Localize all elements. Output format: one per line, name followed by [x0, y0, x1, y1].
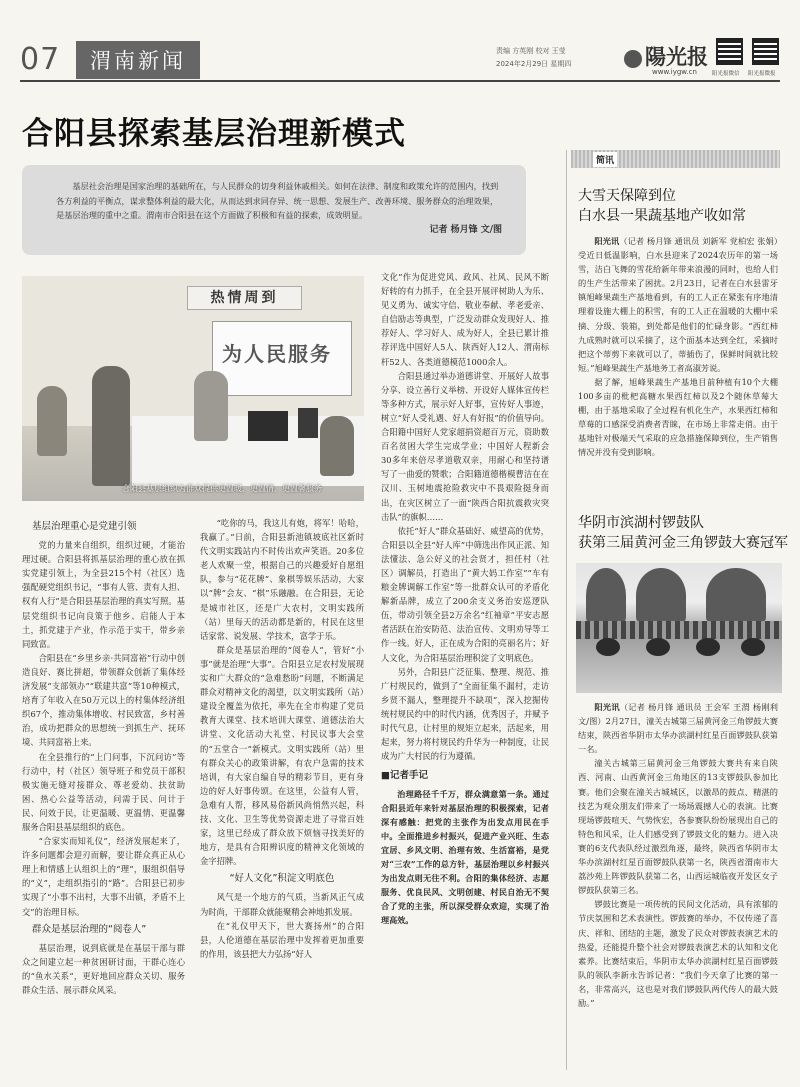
article-column-2 [200, 516, 364, 961]
qr-caption: 阳光报微信 [712, 71, 740, 77]
paragraph: 党的力量来自组织，组织过硬，才能治理过硬。合阳县将抓基层治理的重心放在抓实党建引领上，为全县215个村（社区）选强配硬党组织书记，“事有人管、责有人担、权有人行”是合阳县基层治理的真实写照。基层党组织书记向良策于他乡、启能人于本土，抓党建于产业，作示范于实干，带乡亲同致富。 [22, 540, 185, 649]
paragraph: “吃你的马，我这儿有炮，将军！哈哈，我赢了。”日前，合阳县新池镇坡底社区新时代文明实践站内不时传出欢声笑语。20多位老人欢聚一堂，根据自己的兴趣爱好自愿组队，参与“花花牌”、象棋等娱乐活动，大家以“牌”会友、“棋”乐融融。在合阳县，无论是城市社区，还是广大农村，文明实践所（站）里每天的活动都是新的，村民在这里话家常、说发展、学技术，富学于乐。 [200, 518, 364, 641]
paragraph: “合家实而知礼仪”，经济发展起来了，许多问题都会迎刃而解，要让群众真正从心理上和情感上认组织上的“理”，服组织倡导的“义”，走组织指引的“路”。合阳县已初步实现了“小事不出村，大事不出镇，矛盾不上交”的治理目标。 [22, 836, 185, 917]
paragraph: 在“礼仪甲天下，世大赛扬州”的合阳县，人伦道德在基层治理中发挥着更加重要的作用，该县把大力弘扬“好人 [200, 920, 364, 959]
brief-body-1 [578, 234, 778, 460]
paragraph: 合阳县通过举办道德讲堂、开展好人故事分享、设立善行义举榜、开设好人媒体宣传栏等多种方式，展示好人好事，宣传好人事迹，树立“好人受礼遇、好人有好报”的价值导向。合阳籍中国好人党家超捐资超百万元，资助数百名贫困大学生完成学业；中国好人程新会30多年来倍尽孝道敬双亲，用耐心和坚持谱写了一曲爱的赞歌；合阳籍道德楷模曹洁在在汉川、玉树地震抢险救灾中不畏艰险挺身而出，在灾区树立了一面“陕西合阳抗震救灾突击队”的旗帜…… [381, 370, 549, 522]
paragraph: 锣鼓比赛是一项传统的民间文化活动，具有浓郁的节庆氛围和艺术表演性。锣鼓赛的举办，不仅传递了喜庆、祥和、团结的主题，激发了民众对锣鼓表演艺术的热爱，还能提升整个社会对锣鼓表演艺术的认知和文化素养。比赛结束后，华阴市太华办滨湖村红星百面锣鼓队的领队李新永告诉记者：“我们今天拿了比赛的第一名，非常高兴，这也是对我们锣鼓队两代传人的最大鼓励。” [578, 899, 778, 1008]
brief-title-1: 大雪天保障到位 白水县一果蔬基地产收如常 [578, 188, 746, 224]
reporter-note [381, 787, 549, 927]
paragraph: 合阳县在“乡里乡亲·共同富裕”行动中创造良好、赛比拼超，带领群众创新了集体经济发展“支部领办”“联建共富”等10种模式，培育了年收入在50万元以上的村集体经济组织67个，推动集体增收、村民致富，乡村善治，成功把群众的思想统一到抓生产、抚环境、共同富裕上来。 [22, 652, 185, 748]
photo-banner: 热情周到 [187, 286, 302, 310]
qr-code-icon [716, 38, 743, 65]
section-subhead: 基层治理重心是党建引领 [32, 521, 137, 532]
section-subhead: “好人文化”积淀文明底色 [229, 873, 335, 885]
brief-tag-bar [571, 150, 780, 168]
header-divider [20, 80, 780, 82]
logo-icon [624, 50, 642, 68]
article-photo [22, 276, 364, 501]
paragraph: 文化”作为促进党风、政风、社风、民风不断好转的有力抓手，在全县开展评树助人为乐、见义勇为、诚实守信、敬业奉献、孝老爱亲、自信励志等典型，广泛发动群众发现好人、推荐好人、学习好人、成为好人，全县已累计推荐评选中国好人5人、陕西好人12人、渭南标杆52人、各类道德模范1000余人。 [381, 272, 549, 367]
paragraph: 基层治理，说到底就是在基层干部与群众之间建立起一种贫困研讨面，干群心连心的“鱼水关系”，更好地回应群众关切、服务群众生活、展示群众风采。 [22, 942, 185, 995]
page-header [20, 38, 780, 78]
paragraph: 另外，合阳县广泛征集、整理、规范、推广村规民约，做到了“全面征集不漏村，走访乡贤不漏人，整理提升不缺项”，深入挖掘传统村规民约中的时代内涵，优秀因子，并赋予时代气息，让村里的规矩立起来，活起来，用起来，努力将村规民约升华为一种制度，让民成为广大村民的行为遵循。 [381, 666, 549, 762]
paragraph: 潼关古城第三届黄河金三角锣鼓大赛共有来自陕西、河南、山西黄河金三角地区的13支锣鼓队参加比赛。他们会聚在潼关古城城区，以激昂的鼓点、精湛的技艺为观众朋友们带来了一场场震撼人心的表演。比赛现场锣鼓喧天、气势恢宏，各参赛队纷纷展现出自己的特色和风采，让人们感受到了锣鼓文化的魅力。进入决赛的6支代表队经过激烈角逐，最终，陕西省华阴市太华办滨湖村红星百面锣鼓队获第一名，陕西省渭南市大荔沙苑上阵锣鼓队获第二名，山西运城临夜开发区女子锣鼓队获第三名。 [578, 758, 778, 896]
reporter-note-title: ■记者手记 [381, 770, 428, 782]
paragraph: 治理路径千千万，群众满意第一条。通过合阳县近年来针对基层治理的积极探索，记者深有感触：把党的主张作为出发点用民在手中。全面推进乡村振兴，促进产业兴旺、生态宜居、乡风文明、治理有效、生活富裕，是党对“三农”工作的总方针，基层治理以乡村振兴为出发点则无往不利。合阳的集体经济、志愿服务、优良民风、文明创建、村民自治无不契合了党的主张，所以深受群众欢迎，实现了治理高效。 [381, 789, 549, 926]
paragraph: 据了解，旭峰果蔬生产基地目前种植有10个大棚100多亩的枇杷高糖水果西红柿以及2个随休草莓大棚，由于基地采取了全过程有机化生产，水果西红柿和草莓的口感深受消费者青睐，在市场上非常走俏。由于基地针对极端天气采取的应急措施保障到位，生产销售情况并没有受到影响。 [578, 376, 778, 458]
photo-board-text: 为人民服务 [222, 342, 332, 366]
paragraph: 阳光讯（记者 杨月锋 通讯员 刘新军 党柏宏 张娟）受近日低温影响，白水县迎来了2024农历年的第一场雪，洁白飞舞的雪花给新年带来浪漫的同时，也给人们的生产生活带来了困扰。2月23日，记者在白水县雷牙镇旭峰果蔬生产基地看到，有的工人正在紧张有序地清理着设施大棚上的积雪，有的工人正在温暖的大棚中采摘、分级、装箱，到处都是他们的忙碌身影。“西红柿九成熟时就可以采摘了，这个面基本达到全红，采摘时把这个蒂剪下来就可以了，蒂插伤了，保鲜时间就比较短。”旭峰果蔬生产基地务工者高淑芳说。 [578, 236, 778, 373]
qr-caption: 阳光报微报 [748, 71, 776, 77]
paragraph: 群众是基层治理的“阅卷人”，管好“小事”就是治理“大事”。合阳县立足农村发展现实和广大群众的“急难愁盼”问题，不断满足群众对精神文化的渴望，以文明实践所（站）建设全覆盖为依托，率先在全市构建了党员教育大课堂、技术培训大课堂、道德法治大讲堂、文化活动大礼堂、村民议事大会堂的“五堂合一”新模式。文明实践所（站）里有群众关心的政策讲解，有农户急需的技术培训，有大家自编自导的精彩节目，更有身边的好人好事传颂。在这里，公益有人管，急难有人帮，移风易俗新风尚悄然兴起，科技、文化、卫生等优势资源走进了寻常百姓家，这里已经成了群众放下烦恼寻找美好的地方，是具有合阳辨识度的精神文化领域的金字招牌。 [200, 644, 364, 867]
section-title: 渭南新闻 [76, 41, 200, 79]
article-headline: 合阳县探索基层治理新模式 [22, 116, 406, 152]
brief-body-2 [578, 700, 778, 1010]
article-column-1 [22, 516, 185, 997]
paragraph: 风气是一个地方的气质，当新风正气成为时尚，干部群众就能聚精会神地抓发展。 [200, 892, 364, 917]
paragraph: 在全县推行的“上门问事，下沉问访”等行动中，村（社区）领导班子和党员干部积极实施无缝对接群众、尊老爱幼、扶贫助困、热心公益等活动，问需于民、问计于民、问效于民，让更温暖、更温情、更温馨服务合阳县基层组织的底色。 [22, 751, 185, 832]
brief-photo [576, 563, 782, 693]
issue-date: 2024年2月29日 星期四 [496, 60, 572, 68]
paragraph: 阳光讯（记者 杨月锋 通讯员 王会军 王渭 杨刚利 文/图）2月27日，潼关古城第三届黄河金三角锣鼓大赛结束，陕西省华阴市太华办滨湖村红星百面锣鼓队获第一名。 [578, 702, 778, 755]
article-column-3 [381, 270, 549, 927]
page-number: 07 [20, 42, 61, 77]
header-meta [496, 45, 571, 71]
article-byline: 记者 杨月锋 文/图 [429, 224, 502, 235]
newspaper-url: www.iygw.cn [652, 68, 697, 76]
lead-text: 基层社会治理是国家治理的基础所在，与人民群众的切身利益休戚相关。如何在法律、制度和政策允许的范围内，找到各方利益的平衡点，谋求整体利益的最大化，从而达到求同存异、统一思想、发展生产、改善环境、服务群众的治理效果，是基层治理的重中之重。渭南市合阳县在这个方面做了积极和有益的探索，成效明显。 [56, 181, 499, 220]
photo-caption: 合阳县基层组织为群众提供更温暖、更温情、更温馨服务 [122, 484, 322, 493]
newspaper-logo: 陽光报 [624, 41, 708, 71]
editor-credits: 责编 方英刚 校对 王莹 [496, 47, 566, 55]
article-lead [22, 165, 526, 255]
section-subhead: 群众是基层治理的“阅卷人” [32, 923, 147, 935]
brief-tag: 简讯 [593, 152, 617, 167]
paragraph: 依托“好人”群众基础好、威望高的优势，合阳县以全县“好人库”中筛选出作风正派、知法懂法、急公好义的社会贤才，担任村（社区）调解员，打造出了“黄大妈工作室”“车有粮金牌调解工作室”等一批群众认可的矛盾化解新品牌，成立了200余支义务治安巡逻队伍，带动引领全县2万余名“红袖章”平安志愿者活跃在治安防范、法治宣传、文明劝导等工作一线。好人，正在成为合阳的亮丽名片；好人文化，为合阳基层治理积淀了文明底色。 [381, 525, 549, 663]
brief-title-2: 华阴市滨湖村锣鼓队 获第三届黄河金三角锣鼓大赛冠军 [578, 515, 788, 551]
column-divider [566, 150, 567, 1070]
qr-code-icon [752, 38, 779, 65]
